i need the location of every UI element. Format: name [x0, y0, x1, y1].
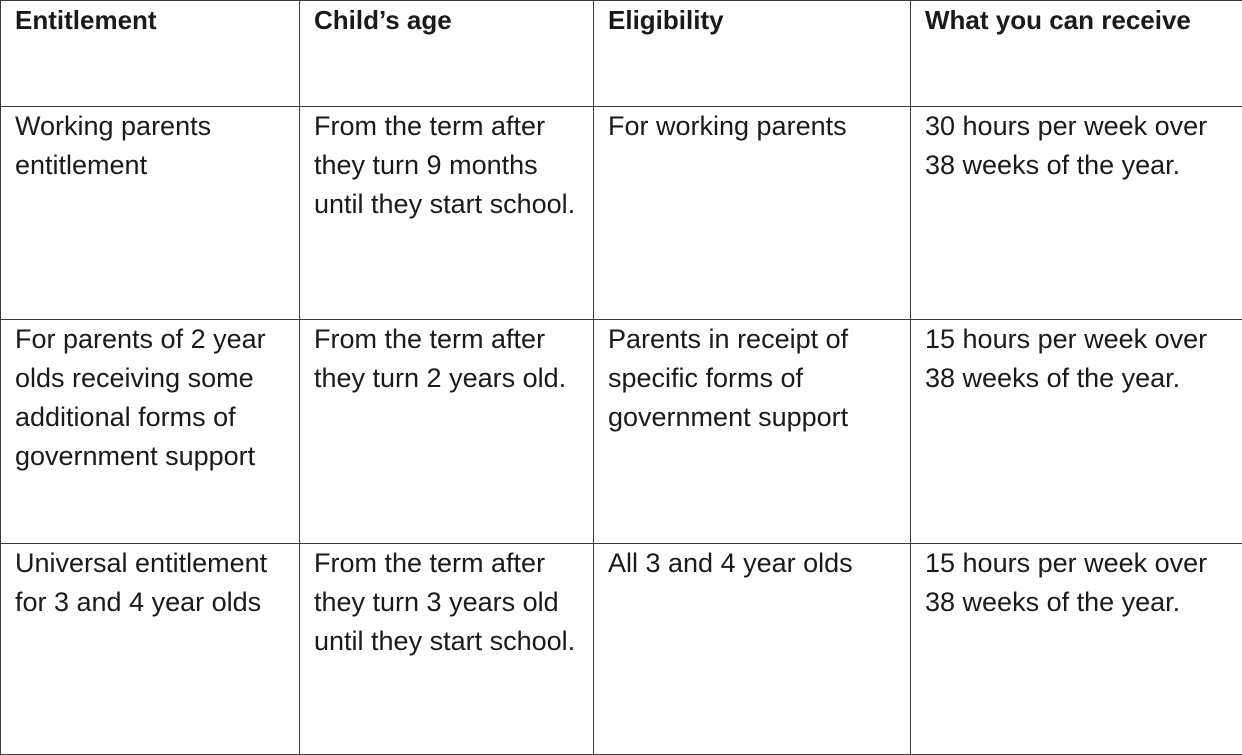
header-eligibility: Eligibility — [594, 1, 911, 107]
table-row — [1, 107, 1242, 320]
table-cell: Universal entitlement for 3 and 4 year olds — [1, 544, 300, 755]
table-row — [1, 320, 1242, 544]
table-row — [1, 544, 1242, 755]
table-cell: 15 hours per week over 38 weeks of the year. — [911, 544, 1242, 755]
table-cell: Parents in receipt of specific forms of government support — [594, 320, 911, 544]
header-what-you-can-receive: What you can receive — [911, 1, 1242, 107]
table-cell: Working parents entitlement — [1, 107, 300, 320]
table-cell: 15 hours per week over 38 weeks of the year. — [911, 320, 1242, 544]
table-cell: From the term after they turn 3 years old until they start school. — [300, 544, 594, 755]
table-cell: From the term after they turn 9 months until they start school. — [300, 107, 594, 320]
table-cell: For working parents — [594, 107, 911, 320]
table-cell: From the term after they turn 2 years old. — [300, 320, 594, 544]
table-cell: All 3 and 4 year olds — [594, 544, 911, 755]
table-cell: For parents of 2 year olds receiving some additional forms of government support — [1, 320, 300, 544]
table-cell: 30 hours per week over 38 weeks of the year. — [911, 107, 1242, 320]
table-header-row — [1, 1, 1242, 107]
header-childs-age: Child’s age — [300, 1, 594, 107]
header-entitlement: Entitlement — [1, 1, 300, 107]
